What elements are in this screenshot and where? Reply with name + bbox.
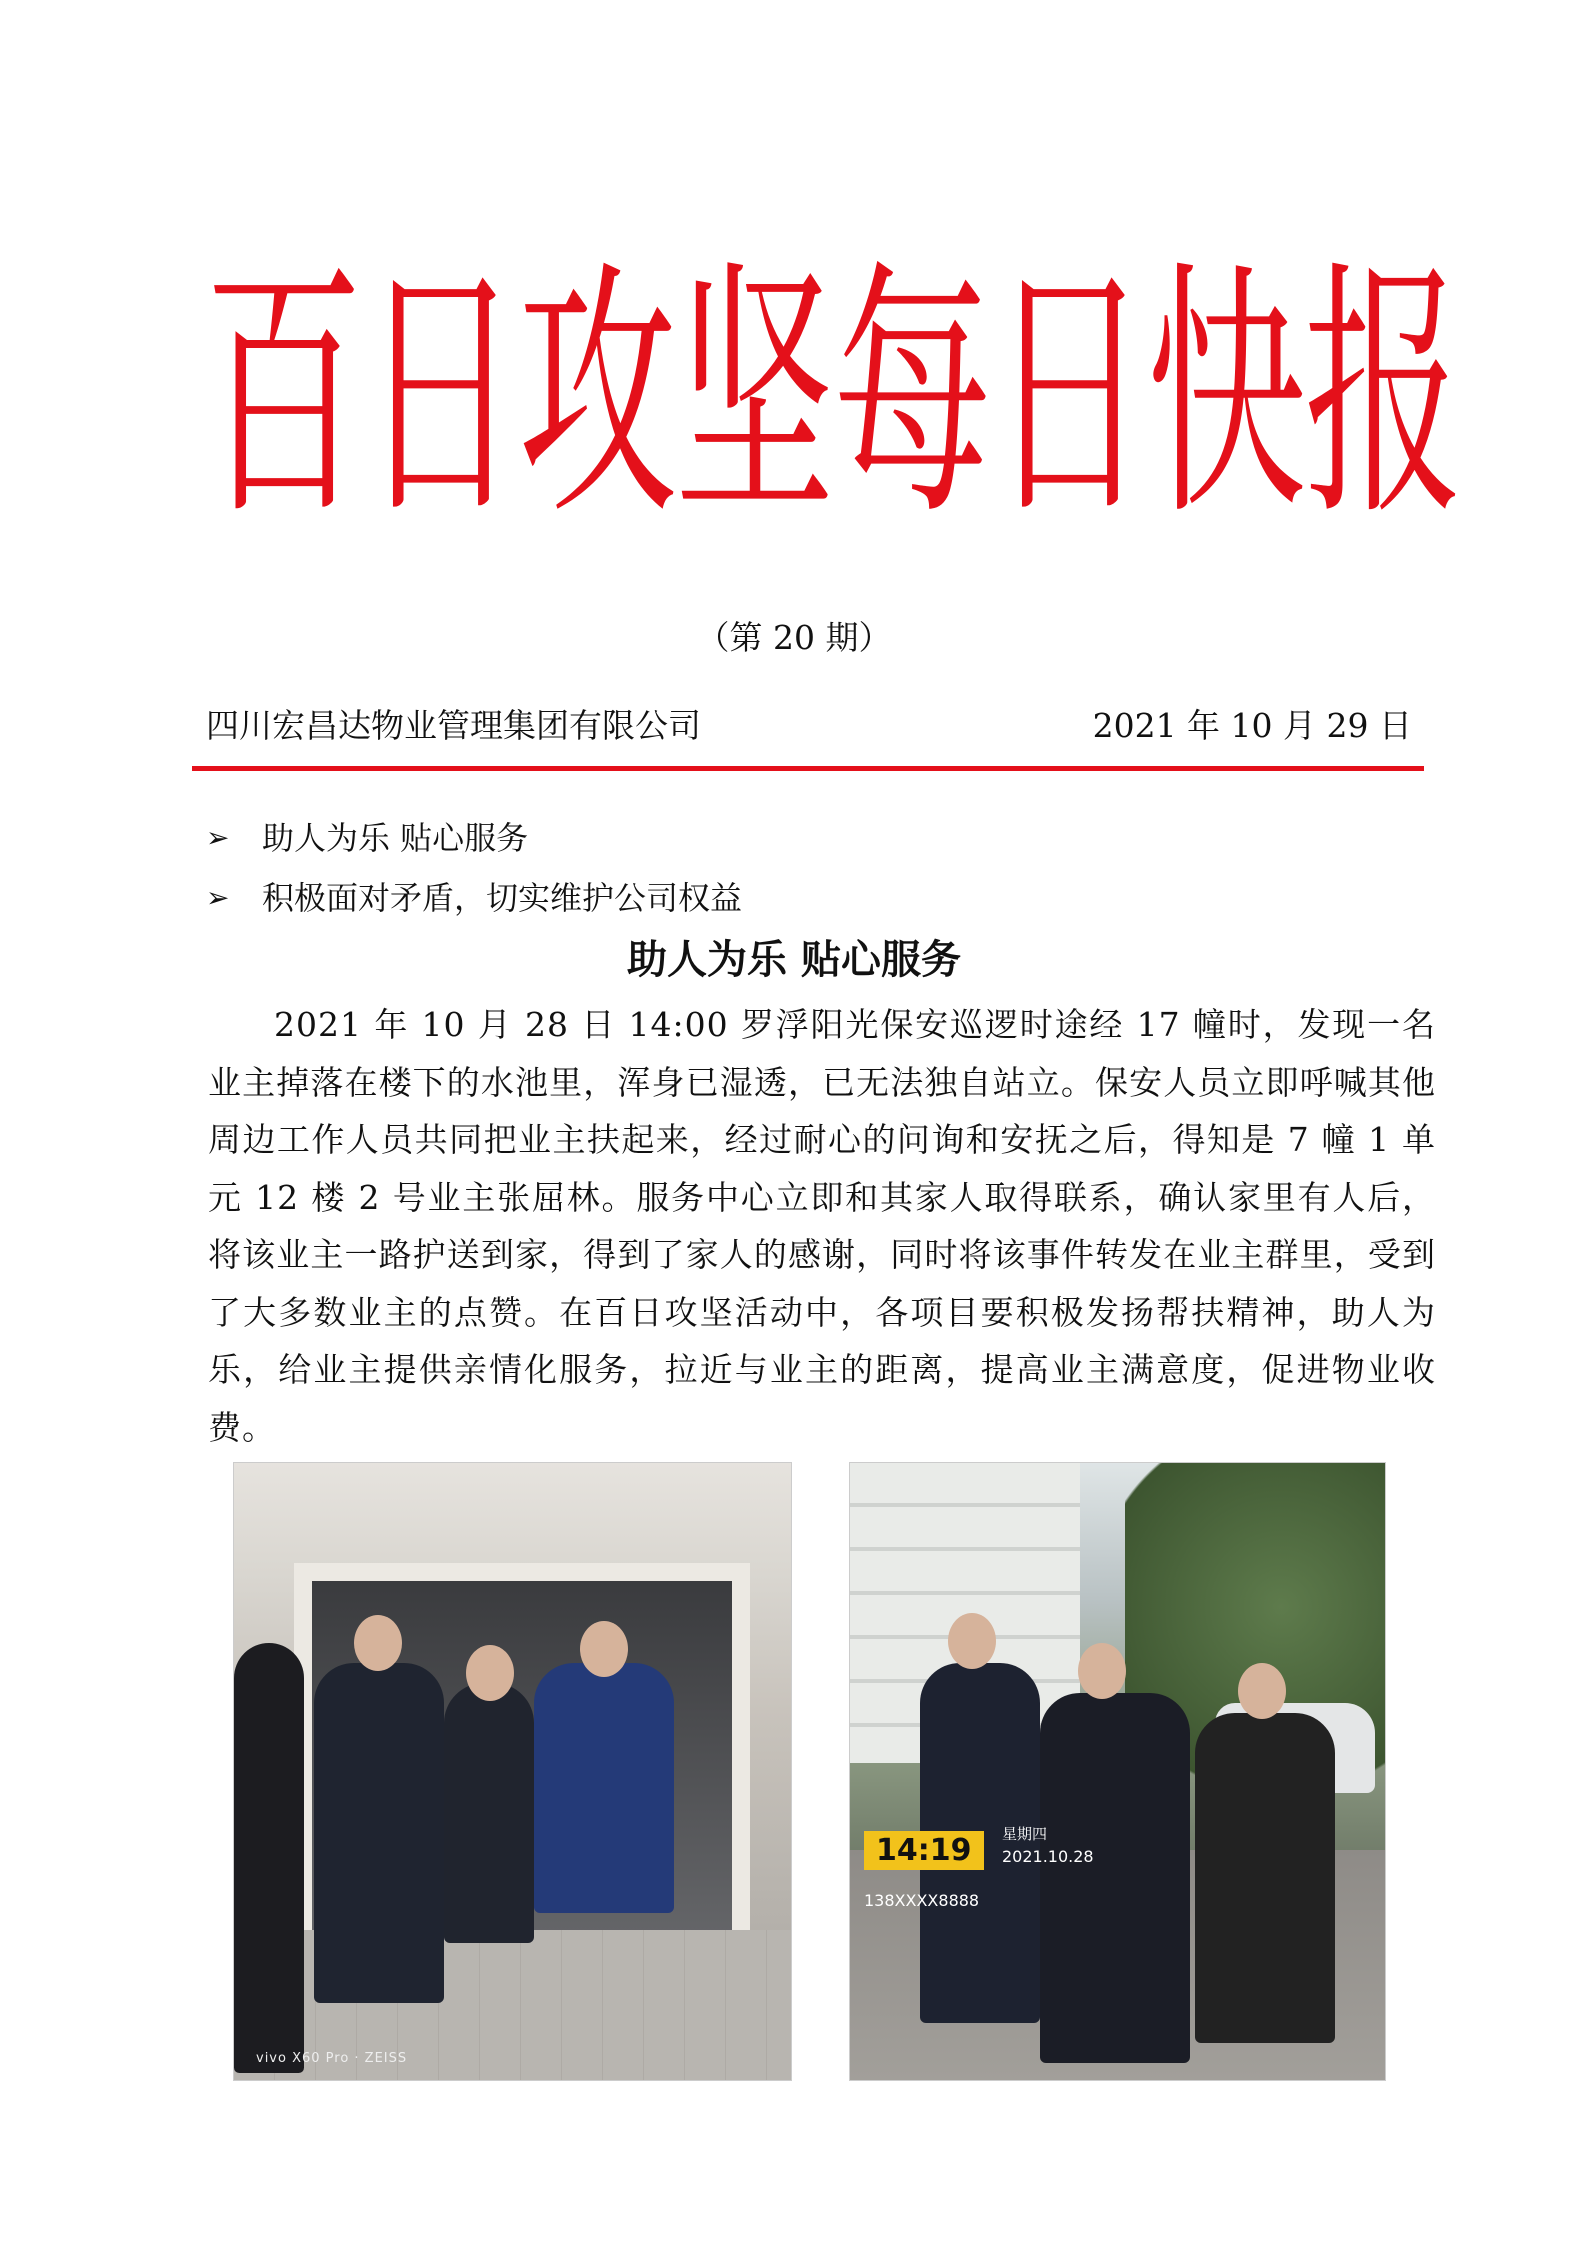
masthead-char: 日 xyxy=(989,238,1150,552)
person-figure xyxy=(1195,1713,1335,2043)
arrow-icon: ➢ xyxy=(206,881,230,914)
masthead-char: 每 xyxy=(832,238,992,552)
person-figure xyxy=(234,1643,304,2073)
person-head xyxy=(948,1613,996,1669)
person-head xyxy=(1078,1643,1126,1699)
toc-item-text: 助人为乐 贴心服务 xyxy=(262,819,529,857)
masthead-char: 百 xyxy=(203,238,364,552)
person-figure xyxy=(444,1683,534,1943)
article-body: 2021 年 10 月 28 日 14:00 罗浮阳光保安巡逻时途经 17 幢时，发现一名业主掉落在楼下的水池里，浑身已湿透，已无法独自站立。保安人员立即呼喊其他周边工作人员共同把业主扶起来，经过耐心的问询和安抚之后，得知是 7 幢 1 单元 12 楼 2 号业主张屈林。服务中心立即和其家人取得联系，确认家里有人后，将该业主一路护送到家，得到了家人的感谢，同时将该事件转发在业主群里，受到了大多数业主的点赞。在百日攻坚活动中，各项目要积极发扬帮扶精神，助人为乐，给业主提供亲情化服务，拉近与业主的距离，提高业主满意度，促进物业收费。 xyxy=(208,1005,1436,1447)
person-head xyxy=(466,1645,514,1701)
toc-item xyxy=(206,808,742,868)
person-figure xyxy=(534,1663,674,1913)
issue-number: （第 20 期） xyxy=(696,618,892,657)
toc-item xyxy=(206,868,742,928)
company-name: 四川宏昌达物业管理集团有限公司 xyxy=(206,706,701,745)
person-head xyxy=(580,1621,628,1677)
person-figure xyxy=(314,1663,444,2003)
publish-date: 2021 年 10 月 29 日 xyxy=(1092,706,1412,745)
timestamp-phone: 138XXXX8888 xyxy=(864,1891,980,1910)
meta-row xyxy=(206,700,1412,747)
timestamp-date: 2021.10.28 xyxy=(1002,1847,1094,1866)
toc-item-text: 积极面对矛盾，切实维护公司权益 xyxy=(262,879,743,917)
article-title: 助人为乐 贴心服务 xyxy=(627,937,961,983)
timestamp-badge: 14:19 xyxy=(864,1831,984,1870)
arrow-icon: ➢ xyxy=(206,821,230,854)
table-of-contents xyxy=(206,808,742,928)
masthead-char: 快 xyxy=(1146,238,1307,552)
masthead-char: 报 xyxy=(1303,238,1464,552)
person-head xyxy=(1238,1663,1286,1719)
person-figure xyxy=(1040,1693,1190,2063)
masthead-char: 攻 xyxy=(518,238,678,552)
timestamp-weekday: 星期四 xyxy=(1002,1825,1048,1843)
camera-watermark: vivo X60 Pro · ZEISS xyxy=(256,2051,408,2066)
red-divider xyxy=(192,766,1424,771)
masthead-char: 坚 xyxy=(675,238,835,552)
photo-escort xyxy=(849,1462,1386,2081)
person-head xyxy=(354,1615,402,1671)
photo-doorway xyxy=(233,1462,792,2081)
masthead-char: 日 xyxy=(360,238,521,552)
masthead xyxy=(200,235,1464,555)
